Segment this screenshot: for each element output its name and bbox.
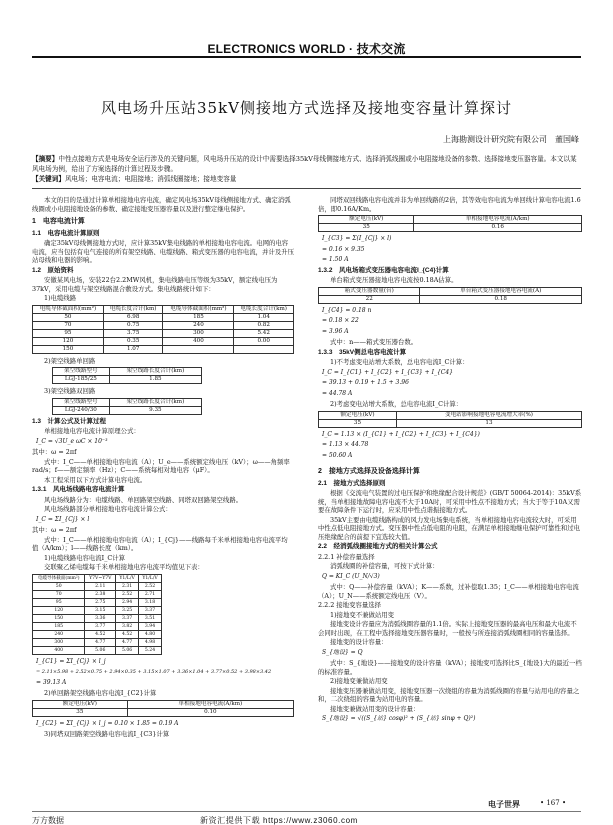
table-cell: 2.94 (116, 598, 139, 606)
formula-6b: = 1.13 × 44.78 (322, 441, 369, 448)
table-cell: 4.52 (116, 630, 139, 638)
formula-5a: I_C = I_{C1} + I_{C2} + I_{C3} + I_{C4} (322, 368, 453, 376)
table-cell: LGJ-185/25 (53, 376, 110, 384)
section-1-3-3-text: 1)不考虑变电站增大系数，总电容电流I_C计算： (330, 358, 469, 366)
table-header-cell: 电缆长度合计(km) (234, 305, 294, 313)
keywords-paragraph (32, 174, 581, 184)
table-header-row (53, 398, 202, 406)
table-cell: 0.16 (414, 224, 582, 232)
table-header-row (319, 216, 582, 224)
table-cell: 3.15 (85, 606, 116, 614)
page-header (0, 0, 613, 58)
formula-overhead-single: I_{C2} = ΣI_{Cj} × l_j = 0.10 × 1.85 = 0.19 A (36, 719, 179, 727)
table-row (319, 295, 582, 303)
table-cell: 3.94 (139, 622, 162, 630)
formula-4b: = 0.18 × 22 (322, 317, 359, 324)
table-cell: 2.75 (85, 598, 116, 606)
substation-factor-table (318, 411, 582, 428)
table-cell: 3.37 (139, 606, 162, 614)
header-rule (32, 56, 581, 58)
formula-5c: = 44.78 A (322, 389, 353, 397)
table-row (53, 376, 202, 384)
section-1-1-heading: 1.1 电容电流计算原则 (32, 229, 100, 237)
table-cell: 240 (163, 321, 234, 329)
section-2-2-2-item1-text2: 接地变的设计容量： (330, 638, 388, 646)
journal-name: 电子世界 (488, 800, 520, 809)
table-cell: 185 (33, 622, 85, 630)
table-header-cell: Y7V~Y7V (85, 574, 116, 582)
table-cell: 6.98 (103, 313, 163, 321)
table-row (319, 419, 582, 427)
table-cell: 3.82 (116, 622, 139, 630)
table-header-cell: 电缆导体截面(mm²) (33, 574, 85, 582)
section-2-2-2-item2-text2: 接地变兼做站用变的设计容量： (330, 704, 420, 713)
table-cell: 400 (163, 337, 234, 345)
table-row (53, 406, 202, 414)
footer-download-link[interactable]: 新资汇提供下载 https://www.z3060.com (200, 816, 358, 825)
table-header-row (33, 700, 294, 708)
table-cell: 0.18 (420, 295, 582, 303)
table-cell: 50 (33, 582, 85, 590)
section-1-3-3-text2: 2)考虑变电站增大系数，总电容电流I_C计算： (330, 400, 463, 408)
right-column (318, 196, 582, 726)
table-cell: 35 (319, 224, 414, 232)
box-transformer-table (318, 287, 582, 304)
keywords-text: 风电场；电容电流；电阻接地；消弧线圈接地；接地变容量 (64, 175, 237, 183)
abstract-paragraph (32, 154, 581, 174)
table-header-cell: Y1/L/V (139, 574, 162, 582)
table-header-cell: 单相接地电容电流(A/km) (127, 700, 293, 708)
overhead-double-capacitance-table (318, 215, 582, 232)
formula-3a: I_{C3} = Σ(I_{Cj} × l) (322, 235, 392, 242)
formula-8-desc: 式中：S_{地设}——接地变的设计容量（kVA）；接地变可选择比S_{地设}大的最近一档的标准容量。 (318, 659, 582, 676)
table-header-cell: 额定电压(kV) (33, 700, 128, 708)
table-header-cell: 箱式变压器数量(台) (319, 287, 420, 295)
formula-1-desc: 式中：I_C——单相接地电容电流（A）；U_e——系统额定线电压（kV）；ω——角频率rad/s；f——额定频率（Hz）；C——系统每相对地电容（μF）。 (32, 457, 290, 474)
table-cell: 150 (33, 614, 85, 622)
table-header-cell: Y1/L/V (116, 574, 139, 582)
table-cell: 2.38 (85, 590, 116, 598)
formula-4c: = 3.96 A (322, 327, 349, 335)
paper-title: 风电场升压站35kV侧接地方式选择及接地变容量计算探讨 (100, 99, 512, 117)
item-overhead-single: 2)架空线路单回路 (44, 356, 96, 365)
table-cell: 5.06 (116, 646, 139, 654)
formula-5b: = 39.13 + 0.19 + 1.5 + 3.96 (322, 379, 409, 386)
table-cell: 35 (319, 419, 397, 427)
overhead-double-table (52, 398, 202, 415)
table-cell: 4.98 (139, 638, 162, 646)
table-cell: 0.00 (234, 337, 294, 345)
table-cell: 0.35 (103, 337, 163, 345)
table-cell: 3.18 (139, 598, 162, 606)
table-row (33, 598, 162, 606)
item-cable-lines: 1)电缆线路 (44, 294, 77, 302)
formula-6c: = 50.60 A (322, 451, 353, 459)
table-cell: 4.80 (139, 630, 162, 638)
intro-paragraph: 本文的目的是通过计算单相接地电容电流，确定风电场35kV母线侧接地方式、确定消弧线圈或小电阻接地设备的参数、确定接地变压器容量以及进行整定继电保护。 (32, 196, 291, 213)
formula-7-desc: 式中：Q——补偿容量（kVA）；K——系数，过补偿取1.35；I_C——单相接地电容电流（A）；U_N——系统额定线电压（V）。 (318, 583, 579, 600)
table-row (319, 224, 582, 232)
formula-8: S_{地设} = Q (322, 648, 363, 656)
table-header-cell: 电缆导体截面积(mm²) (33, 305, 104, 313)
item-cable-calc2: 交联聚乙烯电缆每千米单相接地电容电流平均值见下表： (44, 563, 204, 571)
table-header-cell: 电缆导体截面积(mm²) (163, 305, 234, 313)
footer-rule (32, 811, 581, 812)
table-header-cell: 额定电压(kV) (319, 216, 414, 224)
table-row (33, 590, 162, 598)
section-2-2-2-heading: 2.2.2 接地变容量选择 (318, 601, 382, 609)
table-row (33, 622, 162, 630)
table-cell: 120 (33, 606, 85, 614)
double-circuit-paragraph: 同塔双回线路电容电流并非为单回线路的2倍，其等效电容电流为单回线计算电容电流1.6倍，即0.16A/Km。 (318, 196, 581, 213)
section-1-3-text: 单相接地电容电流计算原理公式： (44, 427, 140, 435)
formula-4-desc: 式中：n——箱式变压器台数。 (330, 338, 418, 346)
formula-2-desc: 式中：I_C——单相接地电容电流（A）；I_{Cj}——线路每千米单相接地电容电流平均值（A/km）；l——线路长度（km）。 (32, 535, 288, 552)
table-cell: 240 (33, 630, 85, 638)
section-2-2-1-text: 消弧线圈的补偿容量，可按下式计算： (330, 562, 439, 570)
table-row (33, 630, 162, 638)
section-2-2-heading: 2.2 经消弧线圈接地方式的相关计算公式 (318, 543, 438, 550)
footer-source: 万方数据 (32, 816, 64, 825)
section-2-2-2-item1-text: 接地变设计容量应为消弧线圈容量的1.1倍。实际上接地变压器的最高电压和最大电流不会同时出现，在工程中选择接地变压器容量时，一般按与所连接消弧线圈相同的容量选择。 (318, 620, 577, 637)
table-cell: 150 (33, 345, 104, 353)
section-1-3-1-text: 风电场线路分为：电缆线路、单回路架空线路、同塔双回路架空线路。 (44, 495, 243, 504)
table-header-cell: 额定电压(kV) (319, 411, 397, 419)
formula-cable-calc: = 2.11×5.98 + 2.52×0.75 + 2.94×0.35 + 3.15×1.07 + 3.36×1.04 + 3.77×0.52 + 3.98×3.42 (36, 669, 272, 675)
formula-2-where: 其中：ω = 2πf (32, 526, 77, 534)
xlpe-capacitance-table (32, 574, 162, 655)
table-cell: 0.10 (127, 708, 293, 716)
table-header-cell: 单相接地电容电流(A/km) (414, 216, 582, 224)
page-number: • 167 • (540, 799, 567, 807)
table-cell: 5.42 (234, 329, 294, 337)
table-header-row (53, 368, 202, 376)
table-cell: 3.75 (103, 329, 163, 337)
table-cell (163, 345, 234, 353)
section-1-3-1-heading: 1.3.1 风电场线路电容电流计算 (32, 486, 125, 493)
formula-4a: I_{C4} = 0.18 n (322, 306, 372, 314)
table-row (33, 313, 294, 321)
abstract-label: 【摘要】 (32, 155, 59, 163)
formula-1: I_C = √3U_e ωC × 10⁻³ (36, 437, 108, 445)
table-cell: 185 (163, 313, 234, 321)
table-header-cell: 架空线路型号 (53, 368, 110, 376)
table-header-cell: 架空线路型号 (53, 398, 110, 406)
table-cell (234, 345, 294, 353)
table-header-cell: 变电站影响接地电容电流增大率(%) (396, 411, 581, 419)
table-cell: 2.31 (116, 582, 139, 590)
table-cell: 0.82 (234, 321, 294, 329)
table-cell: 9.35 (109, 406, 201, 414)
cable-length-table (32, 305, 294, 354)
formula-9: S_{地设} = √((S_{站} cosφ)² + (S_{站} sinφ + Q)²) (322, 715, 476, 722)
item-overhead-double: 3)架空线路双回路 (44, 387, 96, 395)
table-cell: 2.52 (139, 582, 162, 590)
table-cell: 1.07 (103, 345, 163, 353)
formula-3c: = 1.50 A (322, 256, 349, 263)
section-1-3-heading: 1.3 计算公式及计算过程 (32, 417, 107, 425)
section-1-3-1-text2: 风电场线路部分单相接地电容电流计算公式： (44, 505, 172, 513)
overhead-single-table (52, 367, 202, 384)
table-cell: 5.06 (85, 646, 116, 654)
formula-1-where: 其中：ω = 2πf (32, 448, 77, 456)
section-2-2-2-item1: 1)接地变不兼做站用变 (330, 610, 395, 619)
table-cell: 70 (33, 321, 104, 329)
table-header-cell: 电缆长度合计(km) (103, 305, 163, 313)
table-cell: 2.71 (139, 590, 162, 598)
table-cell: 120 (33, 337, 104, 345)
table-cell: 4.77 (116, 638, 139, 646)
table-cell: 95 (33, 329, 104, 337)
section-1-3-2-heading: 1.3.2 风电场箱式变压器电容电流I_{C4}计算 (318, 266, 449, 274)
table-cell: 2.52 (116, 590, 139, 598)
keywords-label: 【关键词】 (32, 175, 65, 183)
section-1-2-heading: 1.2 原始资料 (32, 266, 74, 274)
abstract-text: 中性点接地方式是电场安全运行涉及的关键问题，风电场升压站的设计中需要选择35kV母线侧接地方式、选择消弧线圈或小电阻接地设备的参数、选择接地变压器容量。本文以某风电场为例，给出了方案选择的计算过程及步骤。 (32, 155, 577, 173)
table-cell: 3.37 (116, 614, 139, 622)
overhead-single-capacitance-table (32, 700, 294, 717)
table-cell: 3.25 (116, 606, 139, 614)
formula-1-note: 本工程采用以下方式计算电容电流。 (44, 475, 147, 484)
formula-cable-result: = 39.13 A (36, 678, 67, 686)
author-affiliation: 上海勘测设计研究院有限公司 董国峰 (443, 135, 579, 144)
table-cell: 13 (396, 419, 581, 427)
section-1-2-text: 安徽某风电场，安装22台2.2MW风机，集电线路电压等级为35kV，额定线电压为37kV，采用电缆与架空线路混合敷设方式。集电线路统计如下： (32, 276, 278, 293)
section-1-3-3-heading: 1.3.3 35kV侧总电容电流计算 (318, 348, 407, 356)
formula-3b: = 0.16 × 9.35 (322, 245, 365, 253)
table-cell: 2.11 (85, 582, 116, 590)
table-header-row (33, 574, 162, 582)
table-row (33, 329, 294, 337)
section-1-1-text: 确定35kV母线侧接地方式时，应计算35kV集电线路的单相接地电容电流。电网的电容电流，应当包括有电气连接的所有架空线路、电缆线路、箱式变压器的电容电流，并计及升压站母线和电器的影响。 (32, 239, 295, 264)
table-row (33, 337, 294, 345)
table-cell: 4.77 (85, 638, 116, 646)
table-row (33, 708, 294, 716)
table-row (33, 582, 162, 590)
formula-cable: I_{C1} = ΣI_{Cj} × l_j (36, 657, 106, 665)
table-row (33, 321, 294, 329)
table-cell: 50 (33, 313, 104, 321)
journal-header-title: ELECTRONICS WORLD · 技术交流 (207, 42, 406, 56)
table-row (33, 606, 162, 614)
table-header-cell: 架空线路长度合计(km) (109, 368, 201, 376)
table-cell: 35 (33, 708, 128, 716)
table-cell: 3.51 (139, 614, 162, 622)
item-overhead-double-calc: 3)同塔双回路架空线路电容电流I_{C3}计算 (44, 730, 170, 738)
table-cell: 0.75 (103, 321, 163, 329)
section-2-1-text: 根据《交流电气装置的过电压保护和绝缘配合设计规范》(GB/T 50064-2014)：35kV系统，当单相接地故障电容电流不大于10A时，可采用中性点不接地方式；当大于等于10A又需要在故障条件下运行时，应采用中性点谐振接地方式。 (318, 489, 582, 514)
section-2-heading: 2 接地方式选择及设备选择计算 (318, 468, 420, 475)
table-cell: 400 (33, 646, 85, 654)
table-header-row (319, 411, 582, 419)
table-row (33, 646, 162, 654)
table-header-row (33, 305, 294, 313)
formula-6a: I_C = 1.13 × (I_{C1} + I_{C2} + I_{C3} + I_{C4}) (322, 430, 480, 438)
left-column (32, 196, 294, 740)
section-2-2-2-item2-text: 接地变压器兼做站用变，接地变压器一次绕组的容量为消弧线圈的容量与站用电的容量之和，二次绕组的容量为站用电的容量。 (318, 686, 580, 703)
formula-2: I_C = ΣI_{Cj} × l (36, 515, 90, 523)
abstract-rule (32, 188, 581, 189)
section-1-heading: 1 电容电流计算 (32, 218, 85, 225)
table-cell: 300 (163, 329, 234, 337)
table-row (33, 345, 294, 353)
abstract-block (32, 154, 581, 184)
section-2-1-heading: 2.1 接地方式选择原则 (318, 479, 386, 487)
table-row (33, 614, 162, 622)
section-2-1-text2: 35kV主要由电缆线路构成的风力发电场集电系统，当单相接地电容电流较大时，可采用中性点低电阻接地方式。变压器中性点低电阻的电阻，在满足单相接地继电保护可靠性和过电压绝缘配合的前提下宜选较大值。 (318, 515, 581, 541)
table-cell: 1.85 (109, 376, 201, 384)
table-header-cell: 单台箱式变压器接地电容电流(A) (420, 287, 582, 295)
section-2-2-2-item2: 2)接地变兼做站用变 (330, 677, 388, 685)
item-cable-calc: 1)电缆线路电容电流I_C计算 (44, 553, 126, 562)
table-cell: LGJ-240/30 (53, 406, 110, 414)
table-cell: 70 (33, 590, 85, 598)
table-cell: 300 (33, 638, 85, 646)
table-cell: 95 (33, 598, 85, 606)
section-2-2-1-heading: 2.2.1 补偿容量选择 (318, 552, 375, 561)
item-overhead-single-calc: 2)单回路架空线路电容电流I_{C2}计算 (44, 689, 157, 697)
table-cell: 4.52 (85, 630, 116, 638)
table-header-cell: 架空线路长度合计(km) (109, 398, 201, 406)
table-cell: 1.04 (234, 313, 294, 321)
table-cell: 22 (319, 295, 420, 303)
section-1-3-2-text: 单台箱式变压器接地电容电流按0.18A估算。 (330, 276, 458, 284)
table-cell: 5.24 (139, 646, 162, 654)
formula-7: Q = KI_C (U_N/√3) (322, 572, 380, 580)
table-row (33, 638, 162, 646)
table-cell: 3.77 (85, 622, 116, 630)
table-header-row (319, 287, 582, 295)
table-cell: 3.36 (85, 614, 116, 622)
